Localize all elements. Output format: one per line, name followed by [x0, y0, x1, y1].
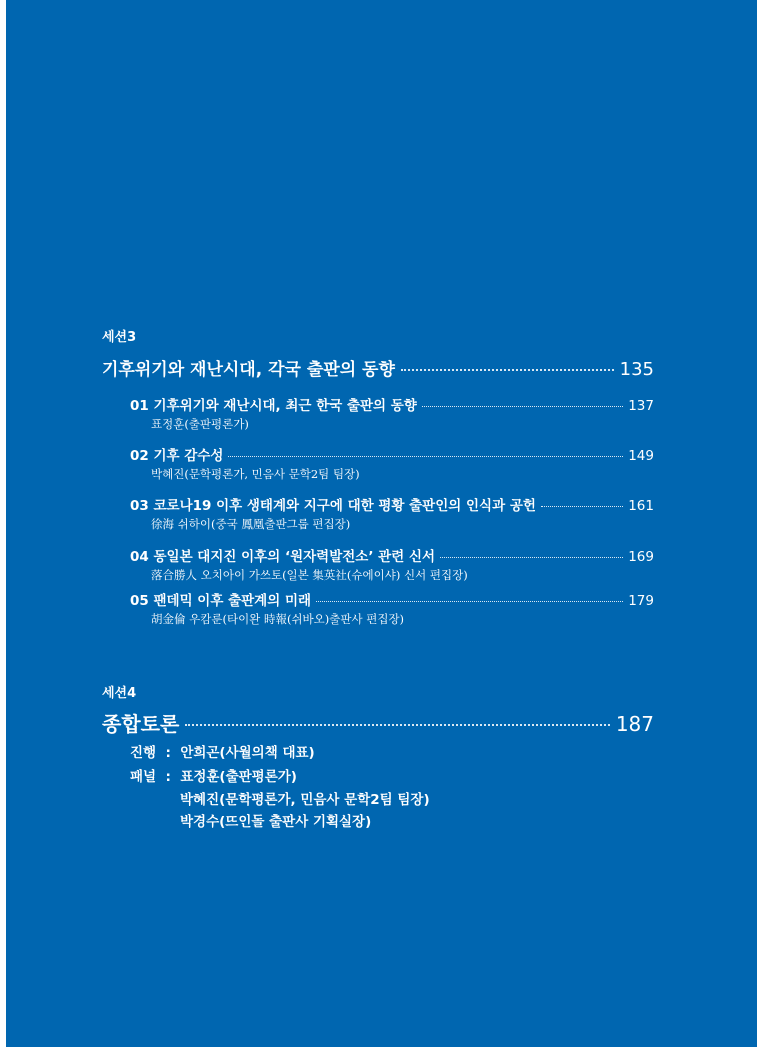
host-name: 안희곤(사월의책 대표)	[180, 745, 315, 761]
leader-dots	[316, 601, 623, 602]
entry-title: 03 코로나19 이후 생태계와 지구에 대한 평황 출판인의 인식과 공헌	[130, 498, 536, 514]
entry-author: 표정훈(출판평론가)	[151, 417, 249, 431]
panel-line	[130, 765, 297, 785]
section3-page: 135	[619, 359, 654, 380]
toc-entry-05[interactable]	[130, 589, 654, 609]
entry-title: 01 기후위기와 재난시대, 최근 한국 출판의 동향	[130, 398, 417, 414]
entry-page: 137	[628, 398, 654, 414]
panelist-name: 표정훈(출판평론가)	[180, 769, 297, 785]
section4-page: 187	[615, 712, 654, 736]
leader-dots	[541, 506, 623, 507]
section4-label: 세션4	[102, 686, 137, 701]
entry-author: 徐海 쉬하이(중국 鳳凰출판그룹 편집장)	[151, 517, 351, 531]
leader-dots	[185, 724, 610, 726]
entry-title: 05 팬데믹 이후 출판계의 미래	[130, 593, 312, 609]
leader-dots	[228, 456, 623, 457]
entry-title: 04 동일본 대지진 이후의 ‘원자력발전소’ 관련 신서	[130, 549, 436, 565]
section3-title-entry[interactable]	[102, 355, 654, 380]
panel-label: 패널	[130, 769, 157, 785]
entry-author: 박혜진(문학평론가, 민음사 문학2팀 팀장)	[151, 467, 360, 481]
contents-page	[6, 0, 757, 1047]
entry-page: 149	[628, 448, 654, 464]
entry-author: 落合勝人 오치아이 가쓰토(일본 集英社(슈에이샤) 신서 편집장)	[151, 568, 468, 582]
panelist-line: 박경수(뜨인돌 출판사 기획실장)	[180, 814, 372, 830]
section3-title: 기후위기와 재난시대, 각국 출판의 동향	[102, 360, 395, 380]
section4-title-entry[interactable]	[102, 708, 654, 737]
leader-dots	[440, 557, 623, 558]
toc-entry-04[interactable]	[130, 545, 654, 565]
toc-entry-02[interactable]	[130, 444, 654, 464]
host-label: 진행	[130, 745, 157, 761]
entry-author: 胡金倫 우캄룬(타이완 時報(쉬바오)출판사 편집장)	[151, 612, 405, 626]
toc-entry-03[interactable]	[130, 494, 654, 514]
colon: :	[160, 745, 176, 761]
section4-title: 종합토론	[102, 712, 180, 736]
toc-entry-01[interactable]	[130, 394, 654, 414]
colon: :	[160, 769, 176, 785]
host-line	[130, 741, 315, 761]
section3-label: 세션3	[102, 330, 137, 345]
leader-dots	[422, 406, 623, 407]
panelist-line: 박혜진(문학평론가, 민음사 문학2팀 팀장)	[180, 792, 430, 808]
entry-page: 179	[628, 593, 654, 609]
leader-dots	[401, 369, 614, 371]
entry-title: 02 기후 감수성	[130, 448, 224, 464]
entry-page: 169	[628, 549, 654, 565]
entry-page: 161	[628, 498, 654, 514]
